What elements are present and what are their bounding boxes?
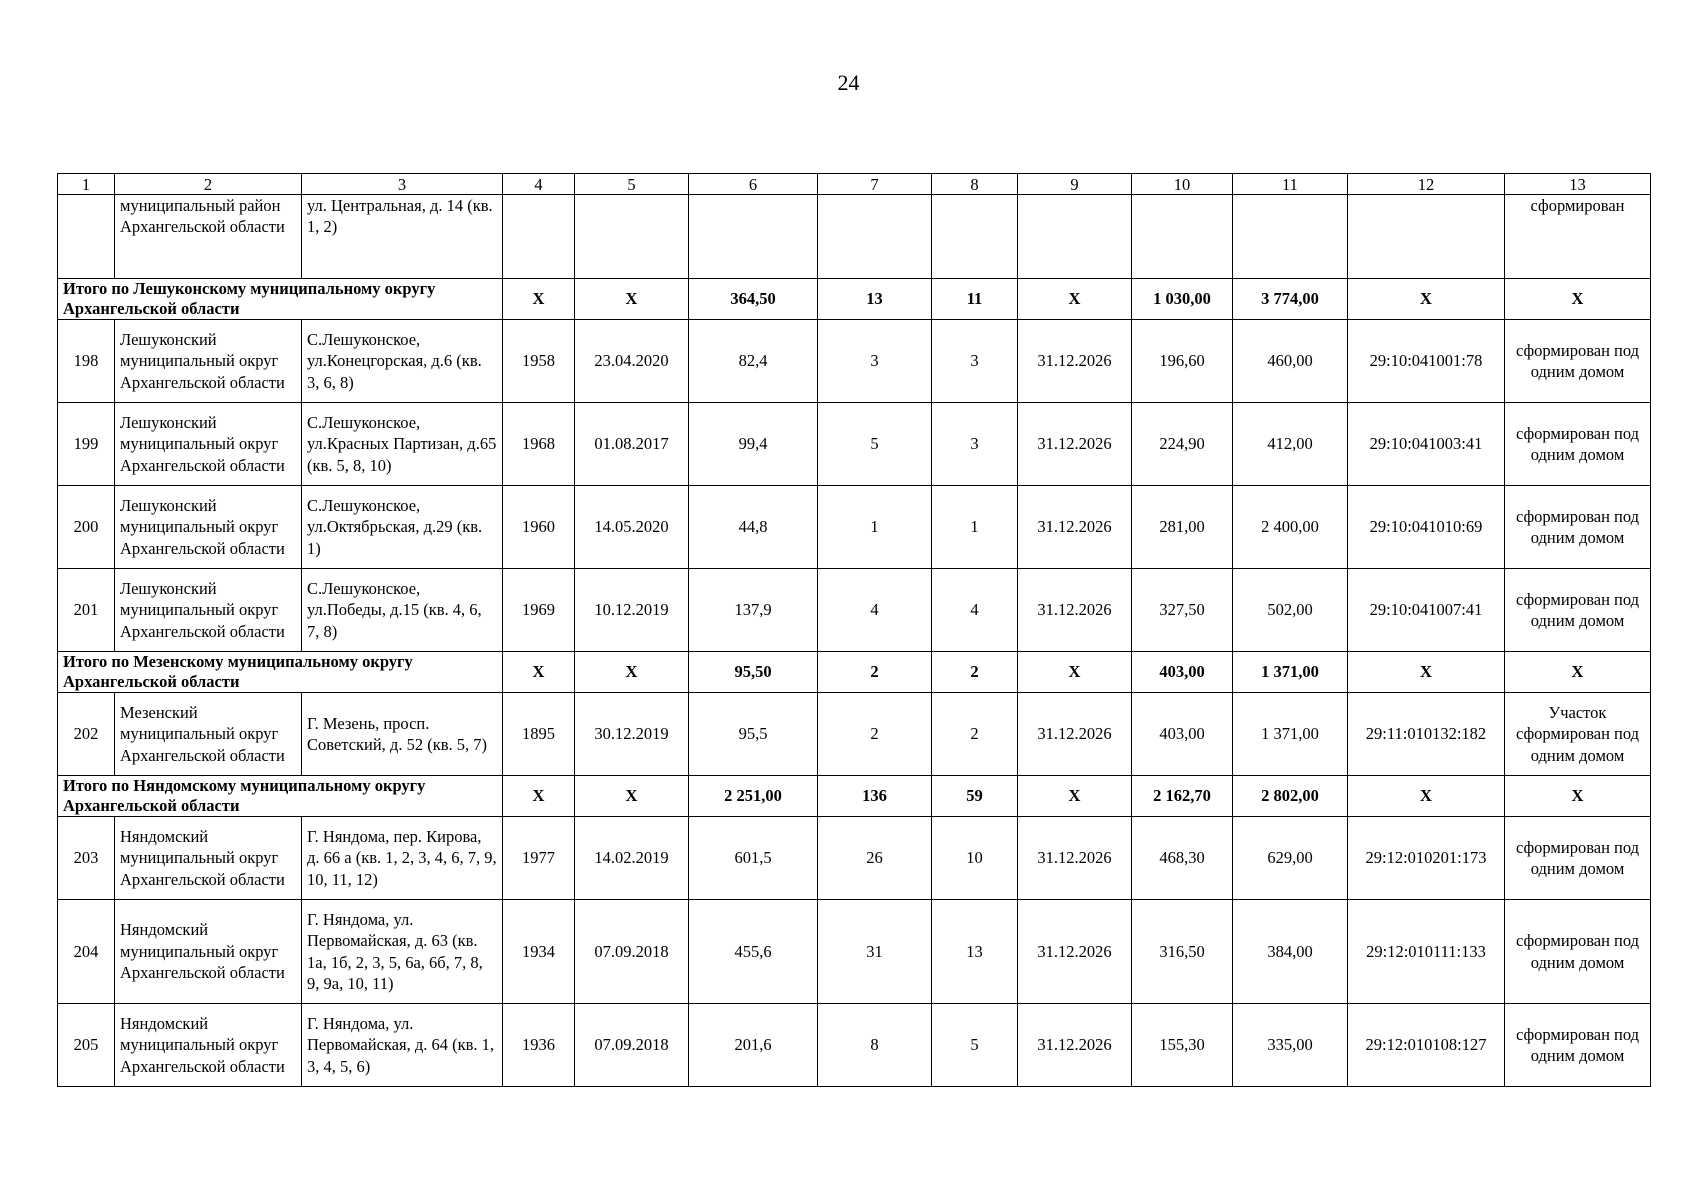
total-x-cell: X: [503, 776, 575, 817]
municipality-cell: Няндомский муниципальный округ Архангельской области: [115, 1004, 302, 1087]
total-x-cell: X: [575, 652, 689, 693]
address-cell: С.Лешуконское, ул.Конецгорская, д.6 (кв. 3, 6, 8): [302, 320, 503, 403]
year-cell: 1960: [503, 486, 575, 569]
people-cell: 3: [932, 320, 1018, 403]
total-people-cell: 11: [932, 279, 1018, 320]
year-cell: 1895: [503, 693, 575, 776]
status-cell: сформирован под одним домом: [1505, 403, 1651, 486]
total-x-cell: X: [1348, 652, 1505, 693]
cadastral-value-cell: 412,00: [1233, 403, 1348, 486]
status-cell: сформирован под одним домом: [1505, 1004, 1651, 1087]
column-number: 2: [115, 174, 302, 195]
land-area-cell: 316,50: [1132, 900, 1233, 1004]
year-cell: 1977: [503, 817, 575, 900]
land-area-cell: 155,30: [1132, 1004, 1233, 1087]
people-cell: 13: [932, 900, 1018, 1004]
total-x-cell: X: [503, 279, 575, 320]
total-x-cell: X: [1348, 776, 1505, 817]
municipality-cell: Няндомский муниципальный округ Архангельской области: [115, 817, 302, 900]
total-people-cell: 59: [932, 776, 1018, 817]
subtotal-row: [58, 279, 1651, 320]
column-number: 6: [689, 174, 818, 195]
subtotal-row: [58, 652, 1651, 693]
row-number: 198: [58, 320, 115, 403]
area-cell: 44,8: [689, 486, 818, 569]
table-row: [58, 693, 1651, 776]
total-x-cell: X: [1018, 652, 1132, 693]
date-cell: 07.09.2018: [575, 1004, 689, 1087]
table-row: [58, 1004, 1651, 1087]
deadline-cell: 31.12.2026: [1018, 569, 1132, 652]
total-cadastral-value-cell: 3 774,00: [1233, 279, 1348, 320]
date-cell: [575, 195, 689, 279]
cadastral-number-cell: 29:10:041010:69: [1348, 486, 1505, 569]
address-cell: С.Лешуконское, ул.Октябрьская, д.29 (кв. 1): [302, 486, 503, 569]
deadline-cell: 31.12.2026: [1018, 817, 1132, 900]
deadline-cell: 31.12.2026: [1018, 486, 1132, 569]
year-cell: 1958: [503, 320, 575, 403]
total-area-cell: 95,50: [689, 652, 818, 693]
area-cell: 137,9: [689, 569, 818, 652]
address-cell: Г. Няндома, ул. Первомайская, д. 64 (кв. 1, 3, 4, 5, 6): [302, 1004, 503, 1087]
cadastral-number-cell: 29:12:010111:133: [1348, 900, 1505, 1004]
deadline-cell: 31.12.2026: [1018, 1004, 1132, 1087]
municipality-cell: Лешуконский муниципальный округ Архангельской области: [115, 569, 302, 652]
column-number: 9: [1018, 174, 1132, 195]
total-cadastral-value-cell: 2 802,00: [1233, 776, 1348, 817]
municipality-cell: Лешуконский муниципальный округ Архангельской области: [115, 320, 302, 403]
cadastral-value-cell: 629,00: [1233, 817, 1348, 900]
municipality-cell: Няндомский муниципальный округ Архангельской области: [115, 900, 302, 1004]
total-x-cell: X: [575, 279, 689, 320]
rooms-cell: 5: [818, 403, 932, 486]
area-cell: 601,5: [689, 817, 818, 900]
address-cell: Г. Мезень, просп. Советский, д. 52 (кв. 5, 7): [302, 693, 503, 776]
column-number: 4: [503, 174, 575, 195]
rooms-cell: 2: [818, 693, 932, 776]
deadline-cell: 31.12.2026: [1018, 320, 1132, 403]
address-cell: ул. Центральная, д. 14 (кв. 1, 2): [302, 195, 503, 279]
cadastral-value-cell: 1 371,00: [1233, 693, 1348, 776]
cadastral-number-cell: [1348, 195, 1505, 279]
column-number: 12: [1348, 174, 1505, 195]
total-x-cell: X: [1018, 279, 1132, 320]
table-row: [58, 569, 1651, 652]
cadastral-value-cell: 460,00: [1233, 320, 1348, 403]
land-area-cell: 196,60: [1132, 320, 1233, 403]
land-area-cell: 468,30: [1132, 817, 1233, 900]
address-cell: С.Лешуконское, ул.Победы, д.15 (кв. 4, 6, 7, 8): [302, 569, 503, 652]
land-area-cell: 327,50: [1132, 569, 1233, 652]
people-cell: 1: [932, 486, 1018, 569]
area-cell: 201,6: [689, 1004, 818, 1087]
housing-register-table: [57, 173, 1651, 1087]
total-land-area-cell: 403,00: [1132, 652, 1233, 693]
status-cell: сформирован: [1505, 195, 1651, 279]
subtotal-label: Итого по Мезенскому муниципальному округу Архангельской области: [58, 652, 503, 693]
cadastral-value-cell: 335,00: [1233, 1004, 1348, 1087]
cadastral-number-cell: 29:12:010108:127: [1348, 1004, 1505, 1087]
address-cell: Г. Няндома, ул. Первомайская, д. 63 (кв. 1а, 1б, 2, 3, 5, 6а, 6б, 7, 8, 9, 9а, 10, 11): [302, 900, 503, 1004]
total-x-cell: X: [1505, 279, 1651, 320]
status-cell: сформирован под одним домом: [1505, 320, 1651, 403]
page-number: 24: [837, 70, 860, 95]
row-number: 204: [58, 900, 115, 1004]
date-cell: 07.09.2018: [575, 900, 689, 1004]
total-x-cell: X: [1018, 776, 1132, 817]
status-cell: сформирован под одним домом: [1505, 569, 1651, 652]
total-x-cell: X: [1505, 652, 1651, 693]
table-row: [58, 817, 1651, 900]
municipality-cell: Мезенский муниципальный округ Архангельской области: [115, 693, 302, 776]
people-cell: 2: [932, 693, 1018, 776]
year-cell: 1968: [503, 403, 575, 486]
municipality-cell: Лешуконский муниципальный округ Архангельской области: [115, 403, 302, 486]
row-number: [58, 195, 115, 279]
year-cell: 1936: [503, 1004, 575, 1087]
cadastral-number-cell: 29:10:041007:41: [1348, 569, 1505, 652]
area-cell: 99,4: [689, 403, 818, 486]
total-x-cell: X: [503, 652, 575, 693]
people-cell: 5: [932, 1004, 1018, 1087]
date-cell: 14.05.2020: [575, 486, 689, 569]
table-row: [58, 900, 1651, 1004]
total-area-cell: 2 251,00: [689, 776, 818, 817]
year-cell: [503, 195, 575, 279]
subtotal-label: Итого по Няндомскому муниципальному округу Архангельской области: [58, 776, 503, 817]
people-cell: 10: [932, 817, 1018, 900]
rooms-cell: 3: [818, 320, 932, 403]
total-area-cell: 364,50: [689, 279, 818, 320]
column-number: 5: [575, 174, 689, 195]
status-cell: сформирован под одним домом: [1505, 817, 1651, 900]
people-cell: [932, 195, 1018, 279]
status-cell: сформирован под одним домом: [1505, 486, 1651, 569]
cadastral-value-cell: [1233, 195, 1348, 279]
date-cell: 10.12.2019: [575, 569, 689, 652]
date-cell: 30.12.2019: [575, 693, 689, 776]
land-area-cell: 224,90: [1132, 403, 1233, 486]
cadastral-number-cell: 29:10:041003:41: [1348, 403, 1505, 486]
municipality-cell: Лешуконский муниципальный округ Архангельской области: [115, 486, 302, 569]
area-cell: 95,5: [689, 693, 818, 776]
deadline-cell: 31.12.2026: [1018, 693, 1132, 776]
table-row: [58, 403, 1651, 486]
municipality-cell: муниципальный район Архангельской области: [115, 195, 302, 279]
column-number: 1: [58, 174, 115, 195]
year-cell: 1969: [503, 569, 575, 652]
row-number: 199: [58, 403, 115, 486]
column-number-row: [58, 174, 1651, 195]
column-number: 10: [1132, 174, 1233, 195]
total-people-cell: 2: [932, 652, 1018, 693]
total-x-cell: X: [575, 776, 689, 817]
status-cell: Участок сформирован под одним домом: [1505, 693, 1651, 776]
column-number: 7: [818, 174, 932, 195]
rooms-cell: 26: [818, 817, 932, 900]
land-area-cell: [1132, 195, 1233, 279]
rooms-cell: 8: [818, 1004, 932, 1087]
column-number: 11: [1233, 174, 1348, 195]
row-number: 202: [58, 693, 115, 776]
table-row: [58, 320, 1651, 403]
row-number: 201: [58, 569, 115, 652]
total-rooms-cell: 13: [818, 279, 932, 320]
total-land-area-cell: 2 162,70: [1132, 776, 1233, 817]
row-number: 203: [58, 817, 115, 900]
subtotal-row: [58, 776, 1651, 817]
address-cell: С.Лешуконское, ул.Красных Партизан, д.65 (кв. 5, 8, 10): [302, 403, 503, 486]
date-cell: 14.02.2019: [575, 817, 689, 900]
rooms-cell: [818, 195, 932, 279]
cadastral-value-cell: 384,00: [1233, 900, 1348, 1004]
deadline-cell: [1018, 195, 1132, 279]
cadastral-value-cell: 502,00: [1233, 569, 1348, 652]
column-number: 8: [932, 174, 1018, 195]
area-cell: 455,6: [689, 900, 818, 1004]
date-cell: 01.08.2017: [575, 403, 689, 486]
area-cell: 82,4: [689, 320, 818, 403]
status-cell: сформирован под одним домом: [1505, 900, 1651, 1004]
total-x-cell: X: [1348, 279, 1505, 320]
total-land-area-cell: 1 030,00: [1132, 279, 1233, 320]
rooms-cell: 1: [818, 486, 932, 569]
cadastral-value-cell: 2 400,00: [1233, 486, 1348, 569]
land-area-cell: 403,00: [1132, 693, 1233, 776]
cadastral-number-cell: 29:12:010201:173: [1348, 817, 1505, 900]
total-rooms-cell: 136: [818, 776, 932, 817]
cadastral-number-cell: 29:10:041001:78: [1348, 320, 1505, 403]
land-area-cell: 281,00: [1132, 486, 1233, 569]
area-cell: [689, 195, 818, 279]
rooms-cell: 4: [818, 569, 932, 652]
deadline-cell: 31.12.2026: [1018, 403, 1132, 486]
column-number: 3: [302, 174, 503, 195]
subtotal-label: Итого по Лешуконскому муниципальному округу Архангельской области: [58, 279, 503, 320]
address-cell: Г. Няндома, пер. Кирова, д. 66 а (кв. 1, 2, 3, 4, 6, 7, 9, 10, 11, 12): [302, 817, 503, 900]
date-cell: 23.04.2020: [575, 320, 689, 403]
cadastral-number-cell: 29:11:010132:182: [1348, 693, 1505, 776]
continuation-row: [58, 195, 1651, 279]
row-number: 200: [58, 486, 115, 569]
people-cell: 4: [932, 569, 1018, 652]
total-rooms-cell: 2: [818, 652, 932, 693]
people-cell: 3: [932, 403, 1018, 486]
total-cadastral-value-cell: 1 371,00: [1233, 652, 1348, 693]
deadline-cell: 31.12.2026: [1018, 900, 1132, 1004]
total-x-cell: X: [1505, 776, 1651, 817]
table-row: [58, 486, 1651, 569]
column-number: 13: [1505, 174, 1651, 195]
row-number: 205: [58, 1004, 115, 1087]
year-cell: 1934: [503, 900, 575, 1004]
rooms-cell: 31: [818, 900, 932, 1004]
